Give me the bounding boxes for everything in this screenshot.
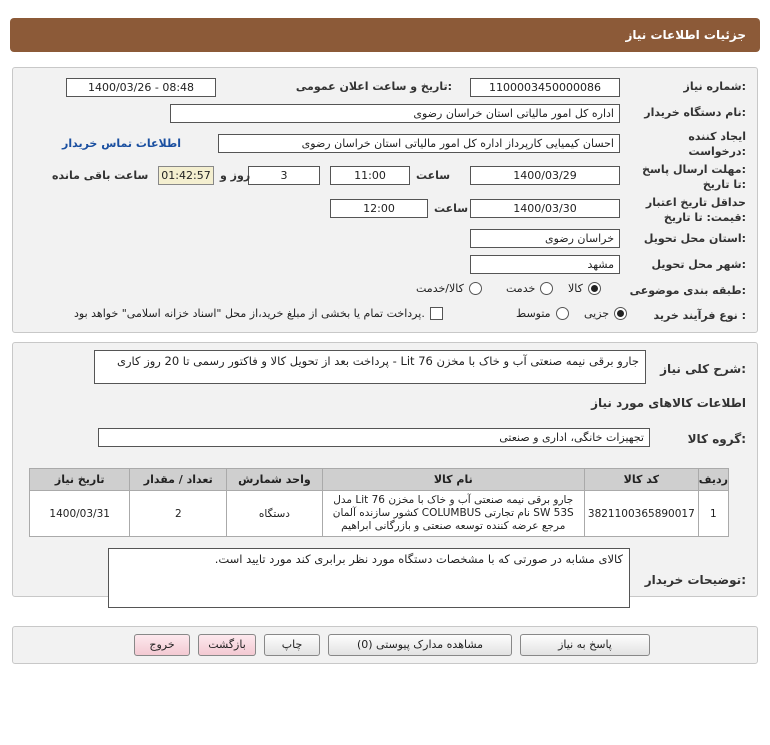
window-title: جزئیات اطلاعات نیاز — [625, 28, 746, 42]
remaining-time-field: 01:42:57 — [158, 166, 214, 185]
goods-section-title: اطلاعات کالاهای مورد نیاز — [591, 396, 746, 410]
days-label: روز و — [220, 169, 251, 182]
col-row-header: ردیف — [698, 469, 728, 491]
buyer-contact-link[interactable]: اطلاعات تماس خریدار — [62, 137, 182, 150]
province-label: استان محل تحویل: — [643, 232, 746, 245]
purchase-option-medium-label: متوسط — [516, 307, 551, 320]
creator-field: احسان کیمیایی کارپرداز اداره کل امور مالیاتی استان خراسان رضوی — [218, 134, 620, 153]
goods-group-label: گروه کالا: — [687, 432, 746, 446]
cell-qty: 2 — [130, 491, 227, 537]
goods-group-field: تجهیزات خانگی، اداری و صنعتی — [98, 428, 650, 447]
reply-time-label: ساعت — [416, 169, 451, 182]
buyer-org-label: نام دستگاه خریدار: — [644, 106, 746, 119]
table-row — [30, 491, 729, 537]
col-name-header: نام کالا — [322, 469, 584, 491]
summary-text: جارو برقی نیمه صنعتی آب و خاک با مخزن Lit 76 - پرداخت بعد از تحویل کالا و فاکتور رسمی تا 20 روز کاری — [117, 354, 639, 368]
category-option-goods-service[interactable] — [416, 282, 482, 295]
treasury-payment-note: پرداخت تمام یا بخشی از مبلغ خرید،از محل "اسناد خزانه اسلامی" خواهد بود. — [74, 307, 425, 320]
reply-button[interactable]: پاسخ به نیاز — [520, 634, 650, 656]
exit-button[interactable]: خروج — [134, 634, 190, 656]
category-option-service-label: خدمت — [506, 282, 536, 295]
goods-table — [29, 468, 729, 537]
creator-label-line2: درخواست: — [688, 145, 746, 158]
buyer-notes-label: توضیحات خریدار: — [644, 573, 746, 587]
col-date-header: تاریخ نیاز — [30, 469, 130, 491]
radio-selected-icon[interactable] — [588, 282, 601, 295]
purchase-type-label: نوع فرآیند خرید : — [653, 309, 746, 322]
need-number-field: 1100003450000086 — [470, 78, 620, 97]
city-field: مشهد — [470, 255, 620, 274]
validity-time-field: 12:00 — [330, 199, 428, 218]
reply-time-field: 11:00 — [330, 166, 410, 185]
radio-empty-icon[interactable] — [469, 282, 482, 295]
window-title-bar — [10, 18, 760, 52]
need-number-label: شماره نیاز: — [683, 80, 746, 93]
treasury-payment-option[interactable] — [74, 307, 443, 320]
reply-date-field: 1400/03/29 — [470, 166, 620, 185]
purchase-option-medium[interactable] — [516, 307, 569, 320]
cell-date: 1400/03/31 — [30, 491, 130, 537]
province-field: خراسان رضوی — [470, 229, 620, 248]
validity-time-label: ساعت — [434, 202, 469, 215]
category-option-goods[interactable] — [568, 282, 601, 295]
view-attachments-button[interactable]: مشاهده مدارک پیوستی (0) — [328, 634, 512, 656]
creator-label-line1: ایجاد کننده — [688, 130, 746, 143]
radio-selected-icon[interactable] — [614, 307, 627, 320]
buyer-org-field: اداره کل امور مالیاتی استان خراسان رضوی — [170, 104, 620, 123]
col-unit-header: واحد شمارش — [227, 469, 322, 491]
reply-deadline-label-line2: تا تاریخ: — [702, 178, 746, 191]
city-label: شهر محل تحویل: — [651, 258, 746, 271]
radio-empty-icon[interactable] — [540, 282, 553, 295]
days-field: 3 — [248, 166, 320, 185]
reply-deadline-label-line1: مهلت ارسال پاسخ: — [642, 163, 746, 176]
purchase-option-minor[interactable] — [584, 307, 627, 320]
buyer-notes-text: کالای مشابه در صورتی که با مشخصات دستگاه مورد نظر برابری کند مورد تایید است. — [214, 552, 623, 566]
radio-empty-icon[interactable] — [556, 307, 569, 320]
summary-text-box — [94, 350, 646, 384]
checkbox-icon[interactable] — [430, 307, 443, 320]
category-label: طبقه بندی موضوعی: — [629, 284, 746, 297]
col-code-header: کد کالا — [584, 469, 698, 491]
category-option-goods-service-label: کالا/خدمت — [416, 282, 464, 295]
remaining-label: ساعت باقی مانده — [52, 169, 149, 182]
announce-field: 1400/03/26 - 08:48 — [66, 78, 216, 97]
back-button[interactable]: بازگشت — [198, 634, 256, 656]
buyer-notes-box — [108, 548, 630, 608]
validity-label-line1: حداقل تاریخ اعتبار — [645, 196, 746, 209]
cell-unit: دستگاه — [227, 491, 322, 537]
validity-date-field: 1400/03/30 — [470, 199, 620, 218]
validity-label-line2: قیمت: تا تاریخ: — [663, 211, 746, 224]
col-qty-header: تعداد / مقدار — [130, 469, 227, 491]
goods-table-wrapper — [29, 468, 729, 537]
cell-name: جارو برقی نیمه صنعتی آب و خاک با مخزن Lit 76 مدل SW 53S نام تجارتی COLUMBUS کشور سازنده آلمان مرجع عرضه کننده توسعه صنعتی و بازرگانی ابراهیم — [322, 491, 584, 537]
category-option-goods-label: کالا — [568, 282, 583, 295]
goods-table-header — [30, 469, 729, 491]
purchase-option-minor-label: جزیی — [584, 307, 610, 320]
cell-row: 1 — [698, 491, 728, 537]
category-option-service[interactable] — [506, 282, 553, 295]
cell-code: 3821100365890017 — [584, 491, 698, 537]
summary-label: شرح کلی نیاز: — [660, 362, 746, 376]
announce-label: تاریخ و ساعت اعلان عمومی: — [295, 80, 452, 93]
print-button[interactable]: چاپ — [264, 634, 320, 656]
